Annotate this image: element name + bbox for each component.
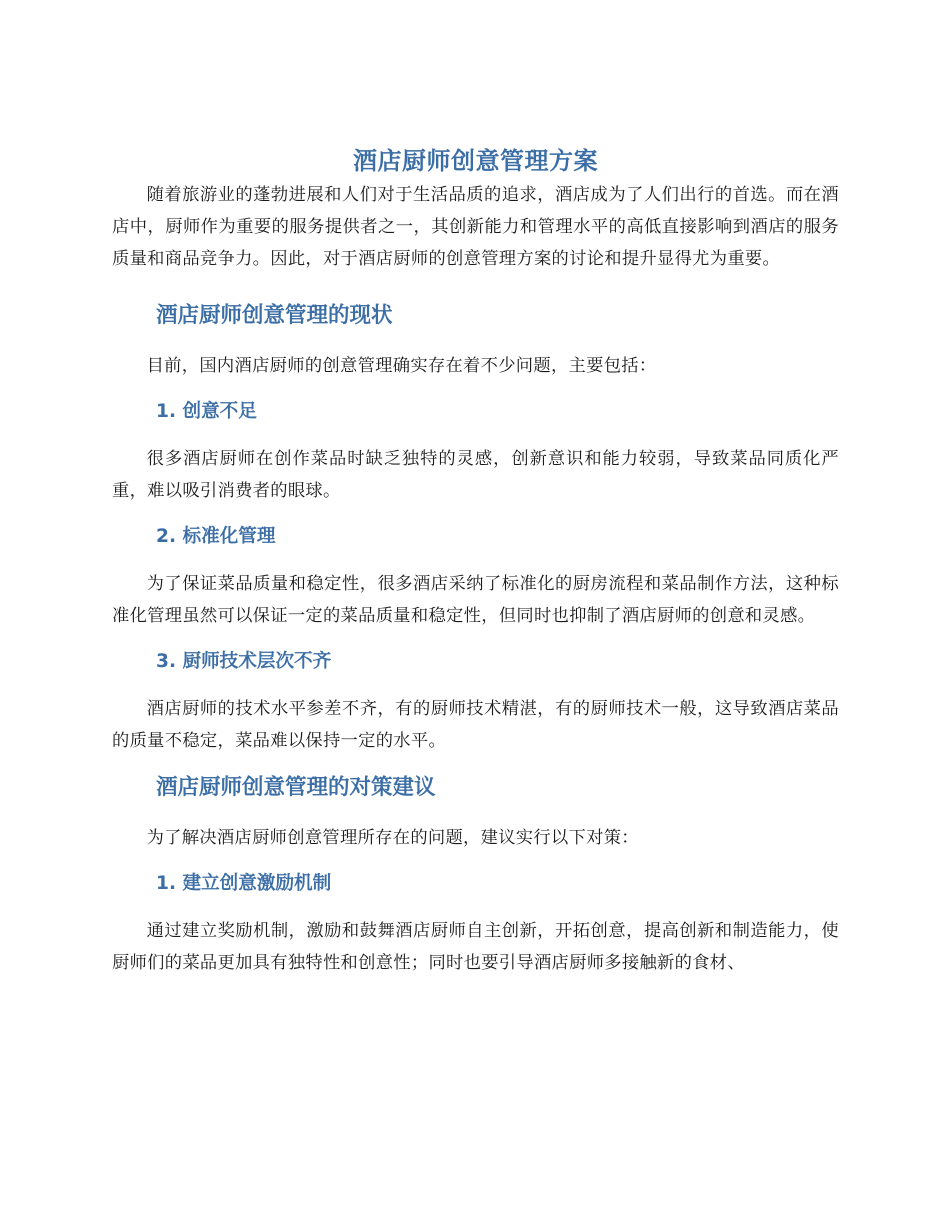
paragraph-incentive-mechanism: 通过建立奖励机制，激励和鼓舞酒店厨师自主创新，开拓创意，提高创新和制造能力，使厨师们的菜品更加具有独特性和创意性；同时也要引导酒店厨师多接触新的食材、 <box>112 921 839 973</box>
subheading-lack-of-creativity: 1. 创意不足 <box>156 401 257 422</box>
paragraph-standardization: 为了保证菜品质量和稳定性，很多酒店采纳了标准化的厨房流程和菜品制作方法，这种标准化管理虽然可以保证一定的菜品质量和稳定性，但同时也抑制了酒店厨师的创意和灵感。 <box>112 574 839 626</box>
subheading-standardization: 2. 标准化管理 <box>156 526 276 547</box>
document-title: 酒店厨师创意管理方案 <box>353 147 598 175</box>
section-lead-status: 目前，国内酒店厨师的创意管理确实存在着不少问题，主要包括： <box>146 356 657 376</box>
subheading-skill-levels: 3. 厨师技术层次不齐 <box>156 651 332 672</box>
section-lead-countermeasures: 为了解决酒店厨师创意管理所存在的问题，建议实行以下对策： <box>146 828 639 848</box>
document-page <box>112 143 839 979</box>
section-heading-countermeasures: 酒店厨师创意管理的对策建议 <box>156 775 436 800</box>
paragraph-skill-levels: 酒店厨师的技术水平参差不齐，有的厨师技术精湛，有的厨师技术一般，这导致酒店菜品的质量不稳定，菜品难以保持一定的水平。 <box>112 699 839 751</box>
intro-paragraph: 随着旅游业的蓬勃进展和人们对于生活品质的追求，酒店成为了人们出行的首选。而在酒店中，厨师作为重要的服务提供者之一，其创新能力和管理水平的高低直接影响到酒店的服务质量和商品竞争力。因此，对于酒店厨师的创意管理方案的讨论和提升显得尤为重要。 <box>112 185 839 269</box>
section-heading-status: 酒店厨师创意管理的现状 <box>156 303 393 328</box>
paragraph-lack-of-creativity: 很多酒店厨师在创作菜品时缺乏独特的灵感，创新意识和能力较弱，导致菜品同质化严重，难以吸引消费者的眼球。 <box>112 449 839 501</box>
subheading-incentive-mechanism: 1. 建立创意激励机制 <box>156 873 332 894</box>
